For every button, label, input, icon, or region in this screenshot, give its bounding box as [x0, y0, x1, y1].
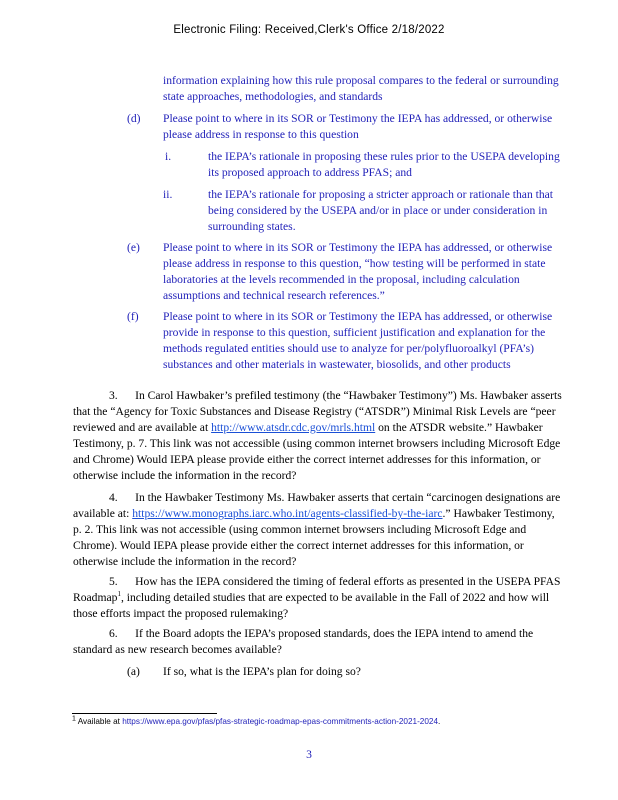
footnote-suffix: . — [438, 717, 441, 726]
item-d-ii-text: the IEPA’s rationale for proposing a stricter approach or rationale than that being considered by the USEPA and/or in place or under consideration in surrounding states. — [208, 188, 554, 233]
footnote-number: 1 — [72, 715, 76, 723]
item-d-label: (d) — [127, 112, 141, 125]
footnote-url[interactable]: https://www.epa.gov/pfas/pfas-strategic-roadmap-epas-commitments-action-2021-2024 — [122, 717, 439, 726]
question-5-text-a: How has the IEPA considered the timing of federal efforts as presented in the USEPA PFAS Roadmap — [73, 575, 561, 604]
question-3 — [73, 388, 563, 484]
question-4-text-b: .” Hawbaker Testimony, p. 2. This link was not accessible (using common internet browsers including Microsoft Edge and Chrome). Would IEPA please provide either the correct internet addresses for this information, or otherwise include the information in the record? — [73, 507, 555, 568]
question-5-number: 5. — [109, 575, 118, 588]
question-4-text-a: In the Hawbaker Testimony Ms. Hawbaker asserts that certain “carcinogen designations are available at: — [73, 491, 561, 520]
question-4 — [73, 490, 563, 570]
question-3-text-a: In Carol Hawbaker’s prefiled testimony (the “Hawbaker Testimony”) Ms. Hawbaker asserts that the “Agency for Toxic Substances and Disease Registry (“ATSDR”) Minimal Risk Levels are “peer reviewed and are available at — [73, 389, 562, 434]
question-5 — [73, 574, 563, 622]
item-e-text: Please point to where in its SOR or Testimony the IEPA has addressed, or otherwise please address in response to this question, “how testing will be performed in state laboratories at the levels recommended in the proposal, including calculation assumptions and technical research references.” — [163, 241, 553, 302]
question-4-number: 4. — [109, 491, 118, 504]
item-d-ii-label: ii. — [163, 188, 173, 201]
question-3-number: 3. — [109, 389, 118, 402]
footnote-separator — [72, 713, 217, 714]
question-6 — [73, 626, 563, 658]
page-number: 3 — [306, 748, 312, 761]
footnote-ref[interactable]: 1 — [117, 590, 121, 599]
footnote — [72, 716, 440, 727]
item-d-text: Please point to where in its SOR or Testimony the IEPA has addressed, or otherwise please address in response to this question — [163, 112, 553, 141]
question-3-text-b: on the ATSDR website.” Hawbaker Testimony, p. 7. This link was not accessible (using common internet browsers including Microsoft Edge and Chrome) Would IEPA please provide either the correct internet addresses for this information, or otherwise include the information in the record? — [73, 421, 561, 482]
filing-header: Electronic Filing: Received,Clerk's Office 2/18/2022 — [173, 24, 445, 36]
item-c-continuation: information explaining how this rule proposal compares to the federal or surrounding state approaches, methodologies, and standards — [163, 74, 559, 103]
iarc-link[interactable]: https://www.monographs.iarc.who.int/agents-classified-by-the-iarc — [132, 507, 443, 520]
atsdr-link[interactable]: http://www.atsdr.cdc.gov/mrls.html — [211, 421, 376, 434]
item-d-i-label: i. — [165, 150, 172, 163]
question-5-text-b: , including detailed studies that are expected to be available in the Fall of 2022 and how will those efforts impact the proposed rulemaking? — [73, 591, 550, 620]
question-6-text: If the Board adopts the IEPA’s proposed standards, does the IEPA intend to amend the standard as new research becomes available? — [73, 627, 534, 656]
question-6a-label: (a) — [127, 665, 140, 678]
footnote-prefix: Available at — [77, 717, 123, 726]
item-e-label: (e) — [127, 241, 140, 254]
item-f-label: (f) — [127, 310, 139, 323]
item-d-i-text: the IEPA’s rationale in proposing these rules prior to the USEPA developing its proposed approach to address PFAS; and — [208, 150, 560, 179]
question-6-number: 6. — [109, 627, 118, 640]
item-f-text: Please point to where in its SOR or Testimony the IEPA has addressed, or otherwise provide in response to this question, sufficient justification and explanation for the methods regulated entities should use to analyze for per/polyfluoroalkyl (PFA’s) substances and other materials in wastewater, biosolids, and other products — [163, 310, 553, 371]
question-6a-text: If so, what is the IEPA’s plan for doing so? — [163, 665, 361, 678]
